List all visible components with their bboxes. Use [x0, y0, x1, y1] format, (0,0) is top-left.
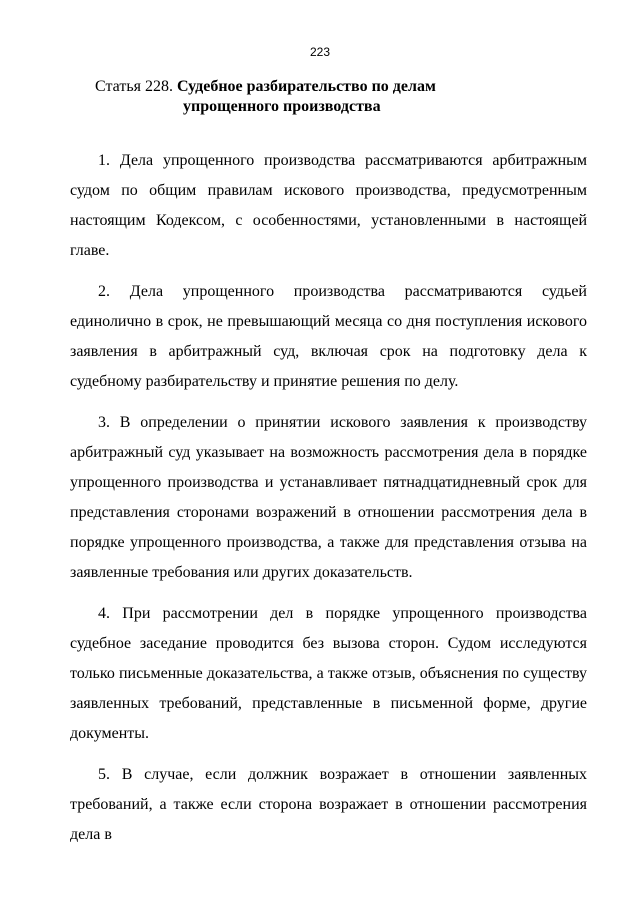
paragraph-3: 3. В определении о принятии искового заявления к производству арбитражный суд указывает на возможность рассмотрения дела в порядке упрощенного производства и устанавливает пятнадцатидневный срок для представления сторонами возражений в отношении рассмотрения дела в порядке упрощенного производства, а также для представления отзыва на заявленные требования или других доказательств.: [70, 414, 587, 581]
article-title-line-2: упрощенного производства: [183, 98, 381, 115]
article-title-line-1: Судебное разбирательство по делам: [176, 78, 436, 95]
article-heading-line-2: [95, 97, 575, 117]
paragraph-4: 4. При рассмотрении дел в порядке упрощенного производства судебное заседание проводится без вызова сторон. Судом исследуются только письменные доказательства, а также отзыв, объяснения по существу заявленных требований, представленные в письменной форме, другие документы.: [70, 605, 587, 742]
page-number: 223: [309, 45, 331, 59]
article-heading-line-1: [95, 77, 575, 97]
paragraph-5: 5. В случае, если должник возражает в отношении заявленных требований, а также если сторона возражает в отношении рассмотрения дела в: [70, 766, 587, 843]
article-heading: [95, 77, 575, 117]
paragraph-2: 2. Дела упрощенного производства рассматриваются судьей единолично в срок, не превышающий месяца со дня поступления искового заявления в арбитражный суд, включая срок на подготовку дела к судебному разбирательству и принятие решения по делу.: [70, 283, 587, 390]
article-body: [70, 146, 587, 861]
article-label: Статья 228.: [95, 78, 173, 95]
paragraph-1: 1. Дела упрощенного производства рассматриваются арбитражным судом по общим правилам искового производства, предусмотренным настоящим Кодексом, с особенностями, установленными в настоящей главе.: [70, 152, 587, 259]
